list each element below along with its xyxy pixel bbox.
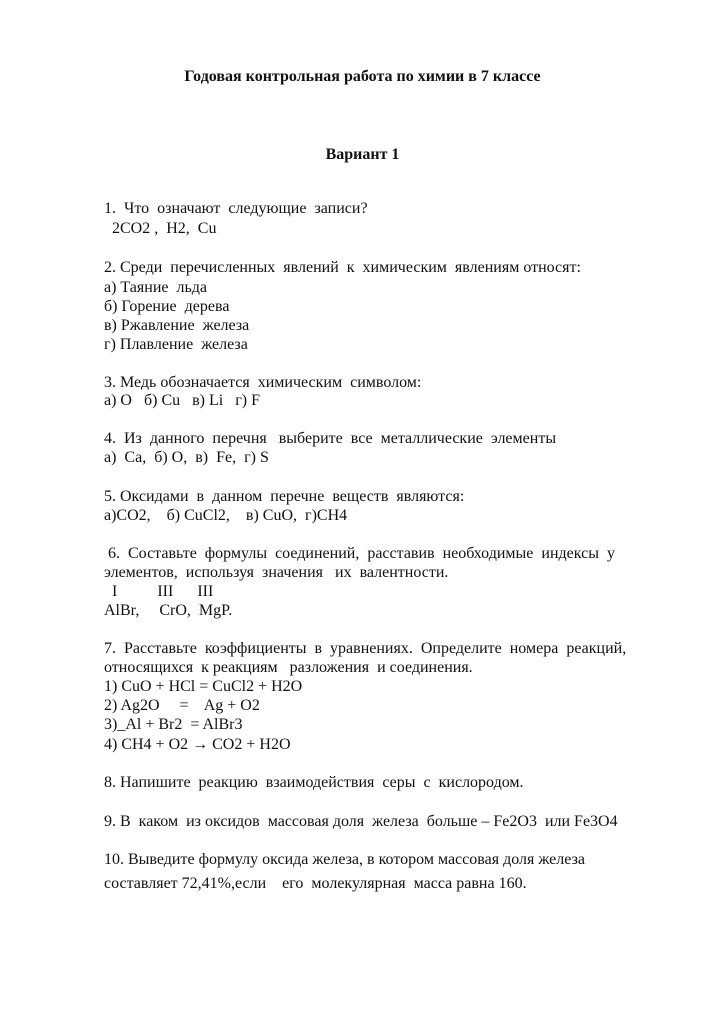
question-2: 2. Среди перечисленных явлений к химическим явлениям относят:: [104, 259, 581, 276]
question-9: 9. В каком из оксидов массовая доля железа больше – Fe2O3 или Fe3O4: [104, 813, 618, 830]
question-3-options: а) O б) Cu в) Li г) F: [104, 392, 261, 409]
question-2-option: а) Таяние льда: [104, 279, 208, 296]
question-5: 5. Оксидами в данном перечне веществ являются:: [104, 488, 465, 505]
question-4: 4. Из данного перечня выберите все металлические элементы: [104, 430, 557, 447]
question-3: 3. Медь обозначается химическим символом:: [104, 374, 422, 391]
question-7-equation: 3)_Al + Br2 = AlBr3: [104, 716, 243, 733]
question-1-formula: 2CO2 , H2, Cu: [104, 220, 217, 237]
question-6-line-1: 6. Составьте формулы соединений, расставив необходимые индексы у: [104, 545, 615, 562]
question-7-line-2: относящихся к реакциям разложения и соединения.: [104, 659, 473, 676]
question-6-line-2: элементов, используя значения их валентности.: [104, 564, 449, 581]
question-7-equation: 1) CuO + HCl = CuCl2 + H2O: [104, 678, 303, 695]
question-7-line-1: 7. Расставьте коэффициенты в уравнениях. Определите номера реакций,: [104, 640, 627, 657]
question-5-options: а)CO2, б) CuCl2, в) CuO, г)CH4: [104, 507, 348, 524]
variant-heading: Вариант 1: [325, 146, 400, 163]
question-7-equation: 2) Ag2O = Ag + O2: [104, 697, 260, 714]
question-7-equation: 4) CH4 + O2 → CO2 + H2O: [104, 736, 291, 753]
question-10-line-1: 10. Выведите формулу оксида железа, в котором массовая доля железа: [104, 851, 585, 868]
question-2-option: б) Горение дерева: [104, 298, 230, 315]
page-title: Годовая контрольная работа по химии в 7 классе: [184, 68, 541, 85]
question-10-line-2: составляет 72,41%,если его молекулярная масса равна 160.: [104, 875, 527, 892]
question-2-option: г) Плавление железа: [104, 336, 248, 353]
question-6-formulas: AlBr, CrO, MgP.: [104, 602, 233, 619]
question-4-options: а) Ca, б) O, в) Fe, г) S: [104, 449, 269, 466]
question-8: 8. Напишите реакцию взаимодействия серы с кислородом.: [104, 774, 524, 791]
question-2-option: в) Ржавление железа: [104, 317, 250, 334]
question-1: 1. Что означают следующие записи?: [104, 200, 368, 217]
question-6-valences: I III III: [104, 583, 214, 600]
